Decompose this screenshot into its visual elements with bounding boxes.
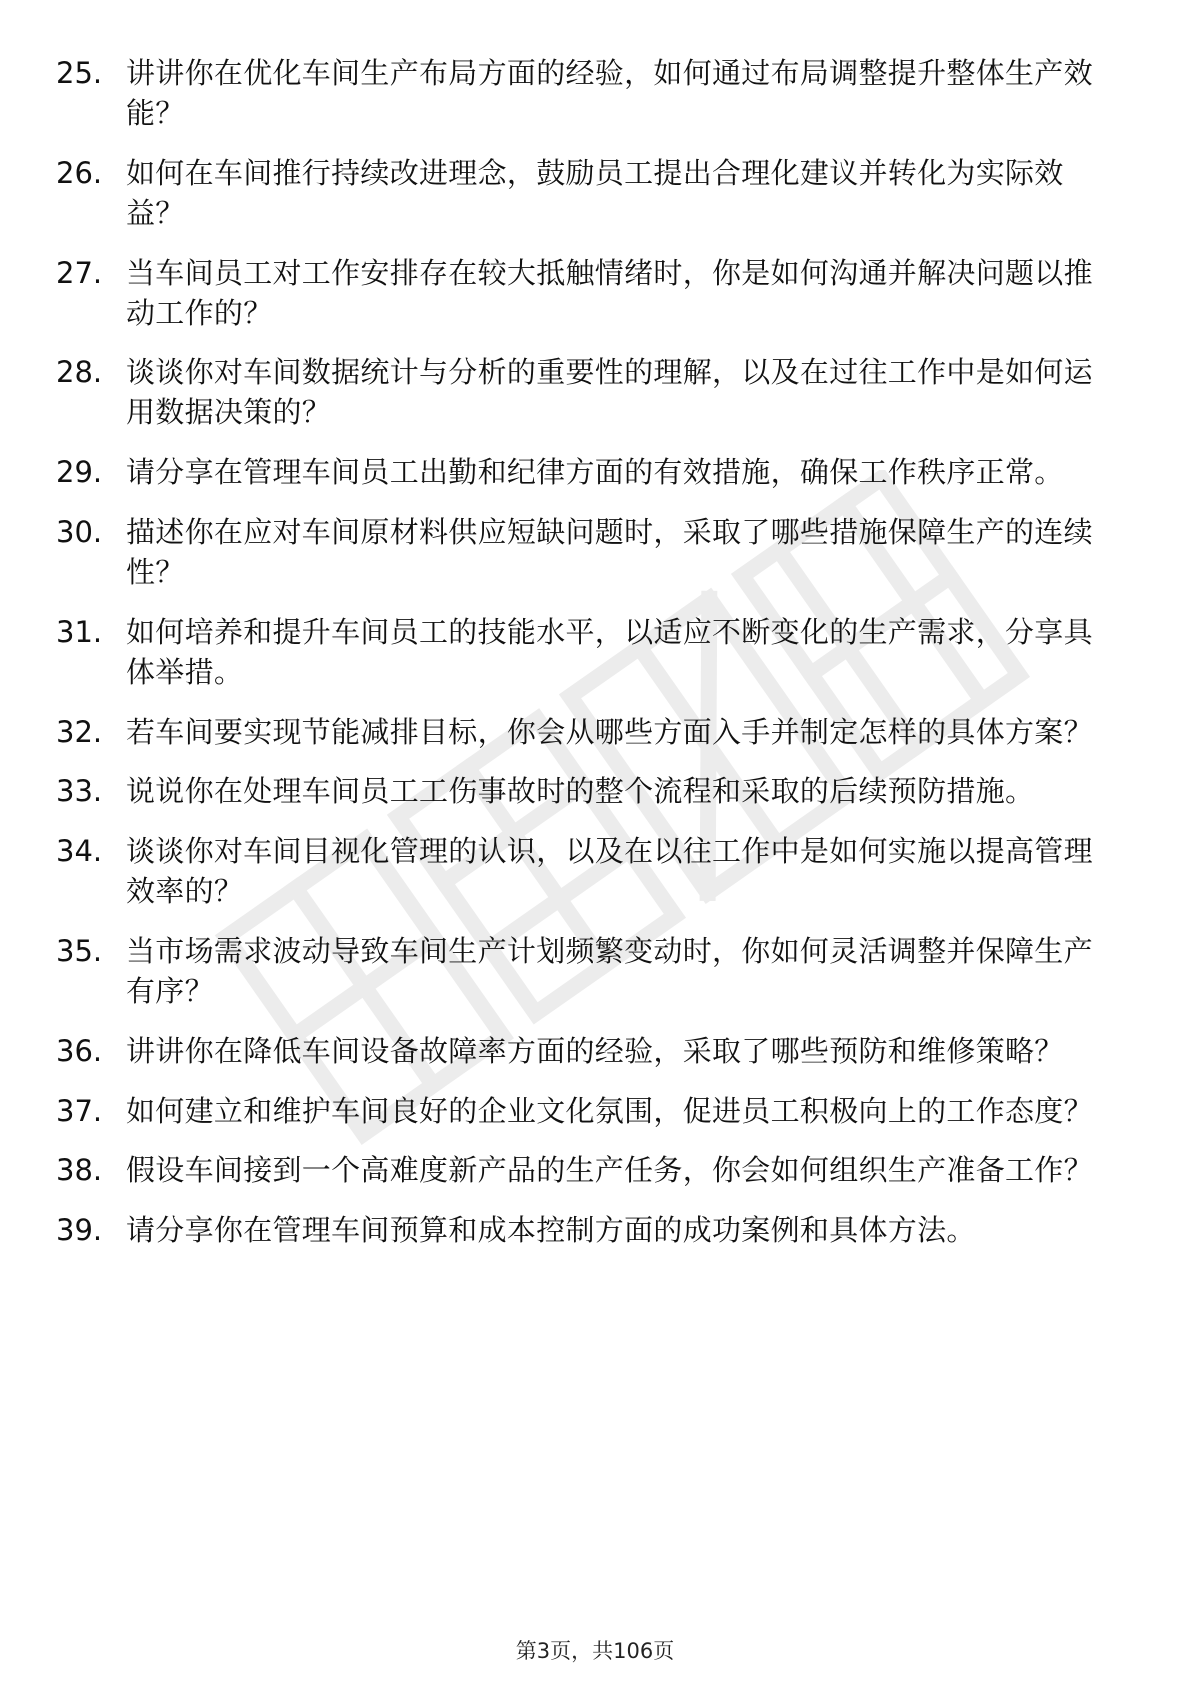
- question-number: 34.: [56, 834, 103, 869]
- question-number: 25.: [56, 56, 103, 90]
- question-list: [56, 53, 1106, 1270]
- question-number: 26.: [56, 155, 103, 190]
- list-item: [56, 712, 1106, 752]
- question-number: 33.: [56, 774, 103, 809]
- question-number: 27.: [56, 255, 103, 290]
- question-text: 讲讲你在优化车间生产布局方面的经验，如何通过布局调整提升整体生产效能？: [126, 56, 1093, 130]
- list-item: [56, 512, 1106, 592]
- question-text: 谈谈你对车间目视化管理的认识，以及在以往工作中是如何实施以提高管理效率的？: [126, 834, 1093, 909]
- list-item: [56, 153, 1106, 233]
- question-text: 当车间员工对工作安排存在较大抵触情绪时，你是如何沟通并解决问题以推动工作的？: [126, 255, 1093, 330]
- question-number: 31.: [56, 614, 103, 649]
- list-item: [56, 1210, 1106, 1250]
- list-item: [56, 931, 1106, 1011]
- question-number: 32.: [56, 714, 103, 749]
- list-item: [56, 452, 1106, 492]
- question-text: 请分享在管理车间员工出勤和纪律方面的有效措施，确保工作秩序正常。: [126, 455, 1064, 490]
- question-number: 38.: [56, 1153, 103, 1188]
- list-item: [56, 1091, 1106, 1131]
- page-footer: 第3页，共106页: [515, 1639, 675, 1663]
- question-text: 讲讲你在降低车间设备故障率方面的经验，采取了哪些预防和维修策略？: [126, 1033, 1064, 1068]
- question-number: 28.: [56, 355, 103, 390]
- question-text: 当市场需求波动导致车间生产计划频繁变动时，你如何灵活调整并保障生产有序？: [126, 933, 1093, 1008]
- question-number: 37.: [56, 1093, 103, 1128]
- question-text: 说说你在处理车间员工工伤事故时的整个流程和采取的后续预防措施。: [126, 774, 1035, 809]
- list-item: [56, 53, 1106, 133]
- question-text: 如何培养和提升车间员工的技能水平，以适应不断变化的生产需求，分享具体举措。: [126, 614, 1093, 689]
- question-text: 如何在车间推行持续改进理念，鼓励员工提出合理化建议并转化为实际效益？: [126, 155, 1064, 230]
- question-text: 若车间要实现节能减排目标，你会从哪些方面入手并制定怎样的具体方案？: [126, 714, 1093, 749]
- question-text: 谈谈你对车间数据统计与分析的重要性的理解，以及在过往工作中是如何运用数据决策的？: [126, 355, 1093, 430]
- question-number: 29.: [56, 455, 103, 490]
- question-text: 假设车间接到一个高难度新产品的生产任务，你会如何组织生产准备工作？: [126, 1153, 1093, 1188]
- question-text: 描述你在应对车间原材料供应短缺问题时，采取了哪些措施保障生产的连续性？: [126, 514, 1093, 589]
- question-text: 如何建立和维护车间良好的企业文化氛围，促进员工积极向上的工作态度？: [126, 1093, 1093, 1128]
- question-number: 39.: [56, 1213, 103, 1248]
- list-item: [56, 352, 1106, 432]
- list-item: [56, 612, 1106, 692]
- list-item: [56, 771, 1106, 811]
- question-number: 36.: [56, 1033, 103, 1068]
- question-number: 30.: [56, 514, 103, 549]
- list-item: [56, 253, 1106, 333]
- question-text: 请分享你在管理车间预算和成本控制方面的成功案例和具体方法。: [126, 1213, 976, 1248]
- list-item: [56, 1031, 1106, 1071]
- list-item: [56, 831, 1106, 911]
- list-item: [56, 1150, 1106, 1190]
- question-number: 35.: [56, 933, 103, 968]
